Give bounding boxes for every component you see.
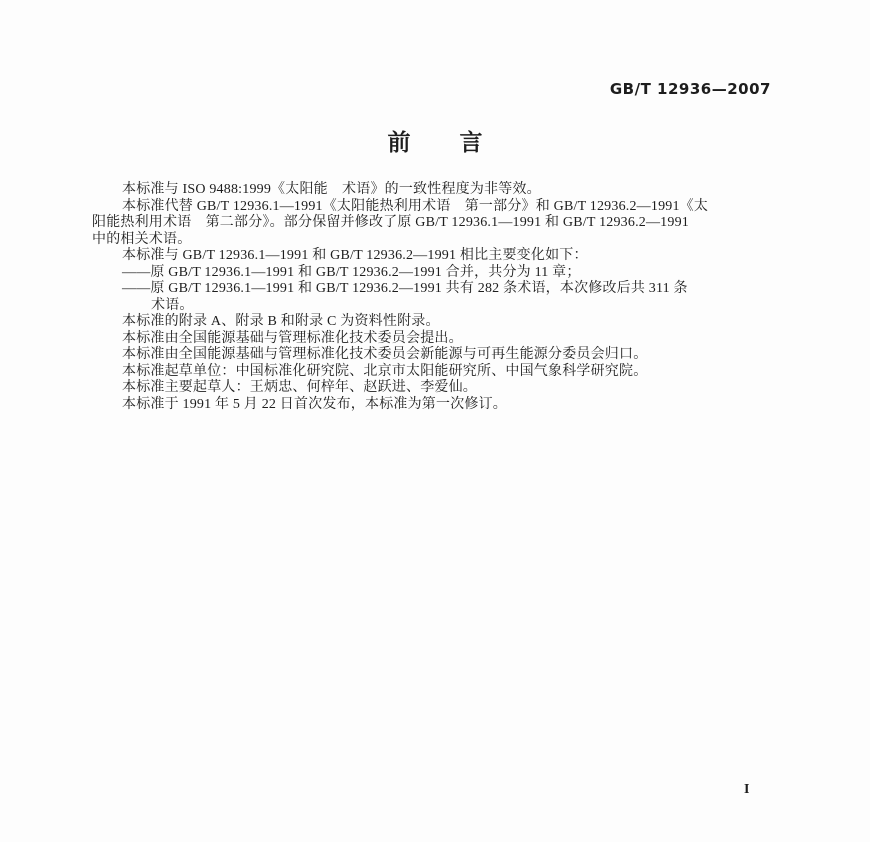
body-line: 阳能热利用术语 第二部分》。部分保留并修改了原 GB/T 12936.1—1991 和 GB/T 12936.2—1991 [92,215,689,230]
page-title-char-2: 言 [459,130,483,155]
foreword-body [92,182,784,413]
body-line: 本标准由全国能源基础与管理标准化技术委员会提出。 [122,330,463,346]
standard-code: GB/T 12936—2007 [609,80,771,98]
body-line: 本标准由全国能源基础与管理标准化技术委员会新能源与可再生能源分委员会归口。 [122,347,648,362]
body-line: 本标准代替 GB/T 12936.1—1991《太阳能热利用术语 第一部分》和 GB/T 12936.2—1991《太 [122,198,709,214]
body-line: 本标准于 1991 年 5 月 22 日首次发布，本标准为第一次修订。 [122,396,507,412]
page-title [0,130,870,156]
body-line: ——原 GB/T 12936.1—1991 和 GB/T 12936.2—1991 共有 282 条术语，本次修改后共 311 条 [122,281,688,296]
page-title-char-1: 前 [387,130,411,155]
page-number: I [744,782,750,797]
body-line: 中的相关术语。 [92,231,192,247]
body-line: 本标准主要起草人：王炳忠、何梓年、赵跃进、李爱仙。 [122,380,477,395]
body-line: 本标准的附录 A、附录 B 和附录 C 为资料性附录。 [122,314,440,329]
body-line: 本标准与 GB/T 12936.1—1991 和 GB/T 12936.2—1991 相比主要变化如下： [122,248,588,263]
body-line: 本标准起草单位：中国标准化研究院、北京市太阳能研究所、中国气象科学研究院。 [122,363,648,379]
body-line: 本标准与 ISO 9488:1999《太阳能 术语》的一致性程度为非等效。 [122,182,541,197]
body-line: 术语。 [151,297,194,313]
body-line: ——原 GB/T 12936.1—1991 和 GB/T 12936.2—1991 合并，共分为 11 章； [122,264,581,280]
